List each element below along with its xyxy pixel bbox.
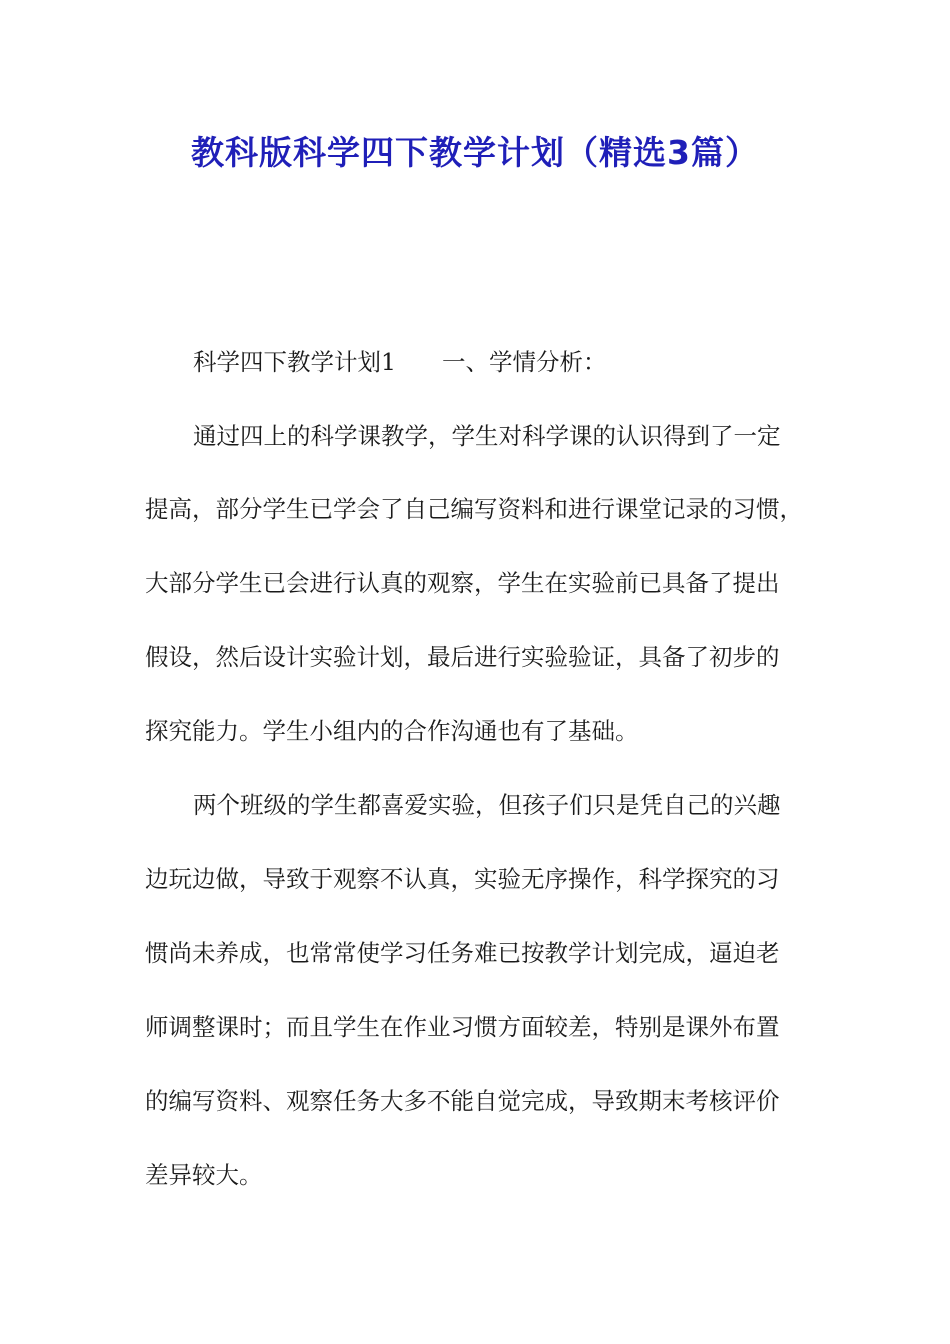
section-part-label: 科学四下教学计划1 [193,348,396,376]
paragraph-1-line: 提高，部分学生已学会了自己编写资料和进行课堂记录的习惯， [145,495,803,523]
section-subtitle: 一、学情分析： [441,348,607,376]
paragraph-2-line: 惯尚未养成，也常常使学习任务难已按教学计划完成，逼迫老 [145,939,780,967]
paragraph-1-line: 假设，然后设计实验计划，最后进行实验验证，具备了初步的 [145,643,780,671]
document-title: 教科版科学四下教学计划（精选3篇） [191,133,759,172]
paragraph-1-line: 大部分学生已会进行认真的观察，学生在实验前已具备了提出 [145,569,780,597]
paragraph-2-line: 师调整课时；而且学生在作业习惯方面较差，特别是课外布置 [145,1013,780,1041]
paragraph-2-line: 两个班级的学生都喜爱实验，但孩子们只是凭自己的兴趣 [193,791,781,819]
section-heading [193,342,873,382]
paragraph-1-line: 探究能力。学生小组内的合作沟通也有了基础。 [145,717,639,745]
paragraph-2-line: 边玩边做，导致于观察不认真，实验无序操作，科学探究的习 [145,865,780,893]
paragraph-1-line: 通过四上的科学课教学，学生对科学课的认识得到了一定 [193,422,781,450]
paragraph-2-line: 的编写资料、观察任务大多不能自觉完成，导致期末考核评价 [145,1087,780,1115]
paragraph-2-line: 差异较大。 [145,1161,263,1189]
